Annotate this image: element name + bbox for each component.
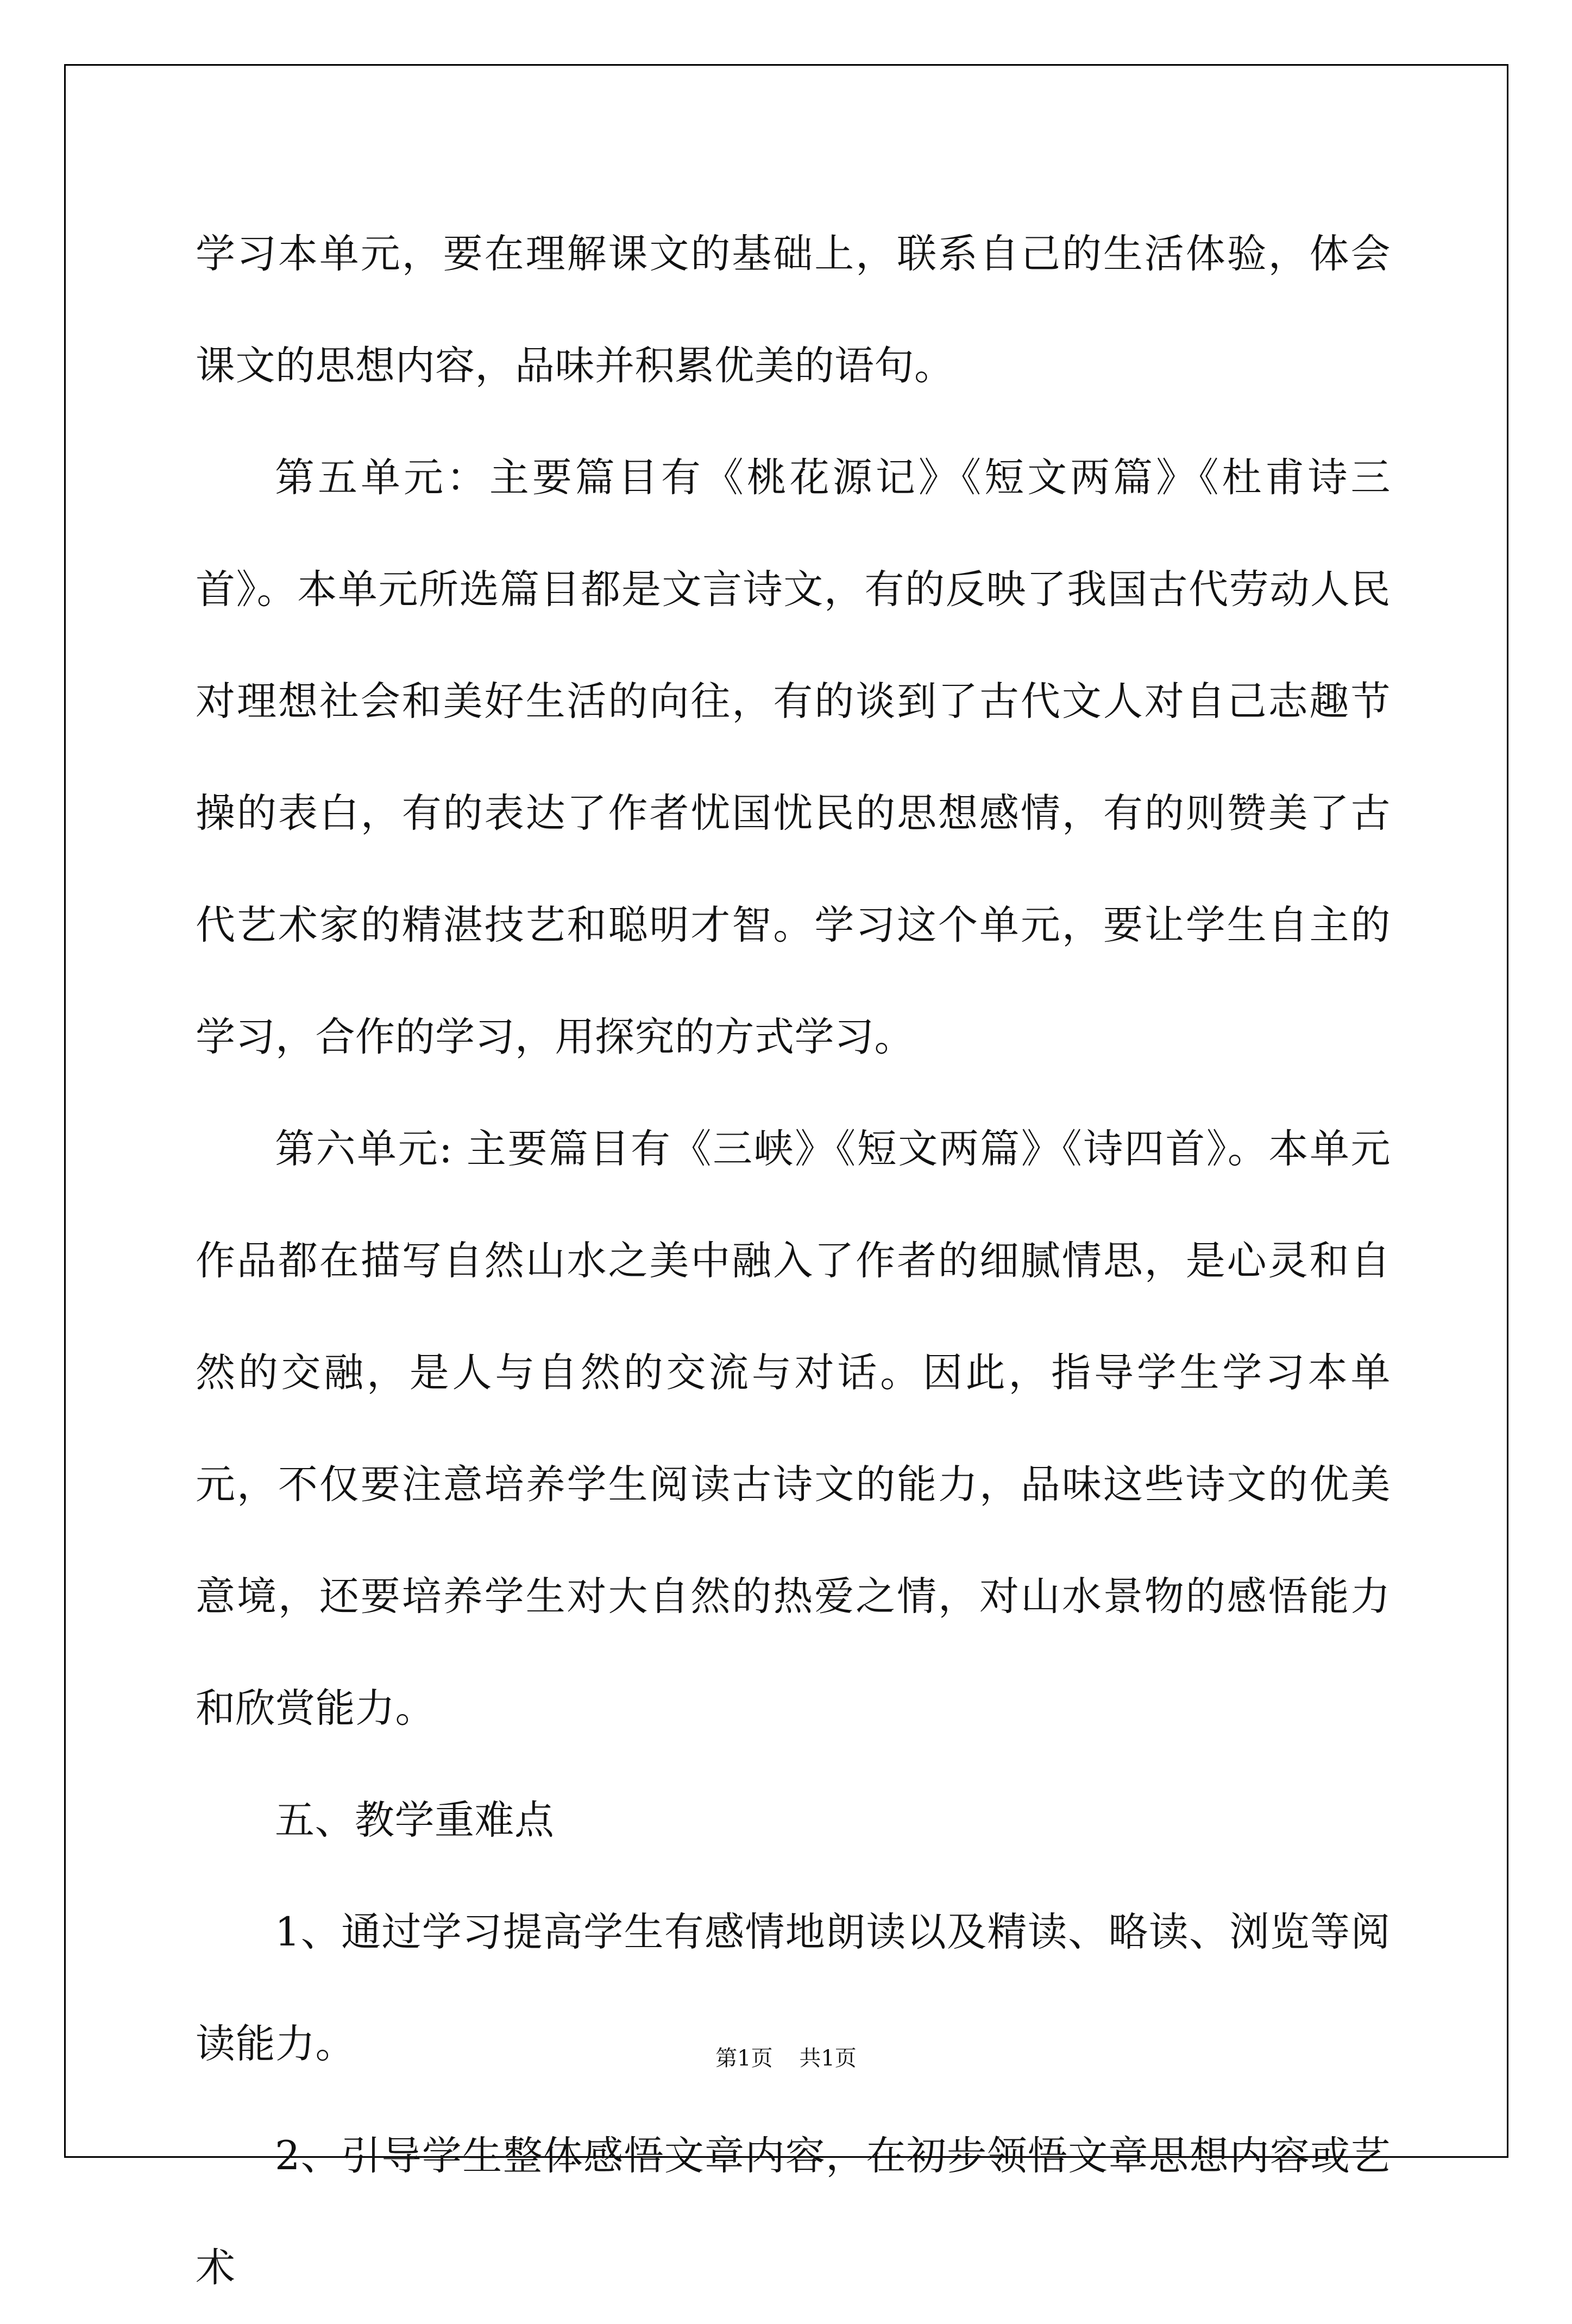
document-body <box>196 198 1391 2324</box>
page-footer <box>0 2041 1572 2072</box>
paragraph-1: 学习本单元，要在理解课文的基础上，联系自己的生活体验，体会课文的思想内容，品味并积累优美的语句。 <box>196 231 1391 389</box>
section-heading: 五、教学重难点 <box>275 1797 555 1843</box>
paragraph-2: 第五单元：主要篇目有《桃花源记》《短文两篇》《杜甫诗三首》。本单元所选篇目都是文言诗文，有的反映了我国古代劳动人民对理想社会和美好生活的向往，有的谈到了古代文人对自己志趣节操的表白，有的表达了作者忧国忧民的思想感情，有的则赞美了古代艺术家的精湛技艺和聪明才智。学习这个单元，要让学生自主的学习，合作的学习，用探究的方式学习。 <box>196 455 1391 1060</box>
page-total: 共1页 <box>799 2046 857 2071</box>
paragraph-3: 第六单元: 主要篇目有《三峡》《短文两篇》《诗四首》。本单元作品都在描写自然山水之美中融入了作者的细腻情思，是心灵和自然的交融，是人与自然的交流与对话。因此，指导学生学习本单元，不仅要注意培养学生阅读古诗文的能力，品味这些诗文的优美意境，还要培养学生对大自然的热爱之情，对山水景物的感悟能力和欣赏能力。 <box>196 1126 1391 1731</box>
page-number: 第1页 <box>715 2046 773 2071</box>
paragraph-5: 2、引导学生整体感悟文章内容，在初步领悟文章思想内容或艺术 <box>196 2133 1391 2291</box>
paragraph-4: 1、通过学习提高学生有感情地朗读以及精读、略读、浏览等阅读能力。 <box>196 1909 1391 2067</box>
